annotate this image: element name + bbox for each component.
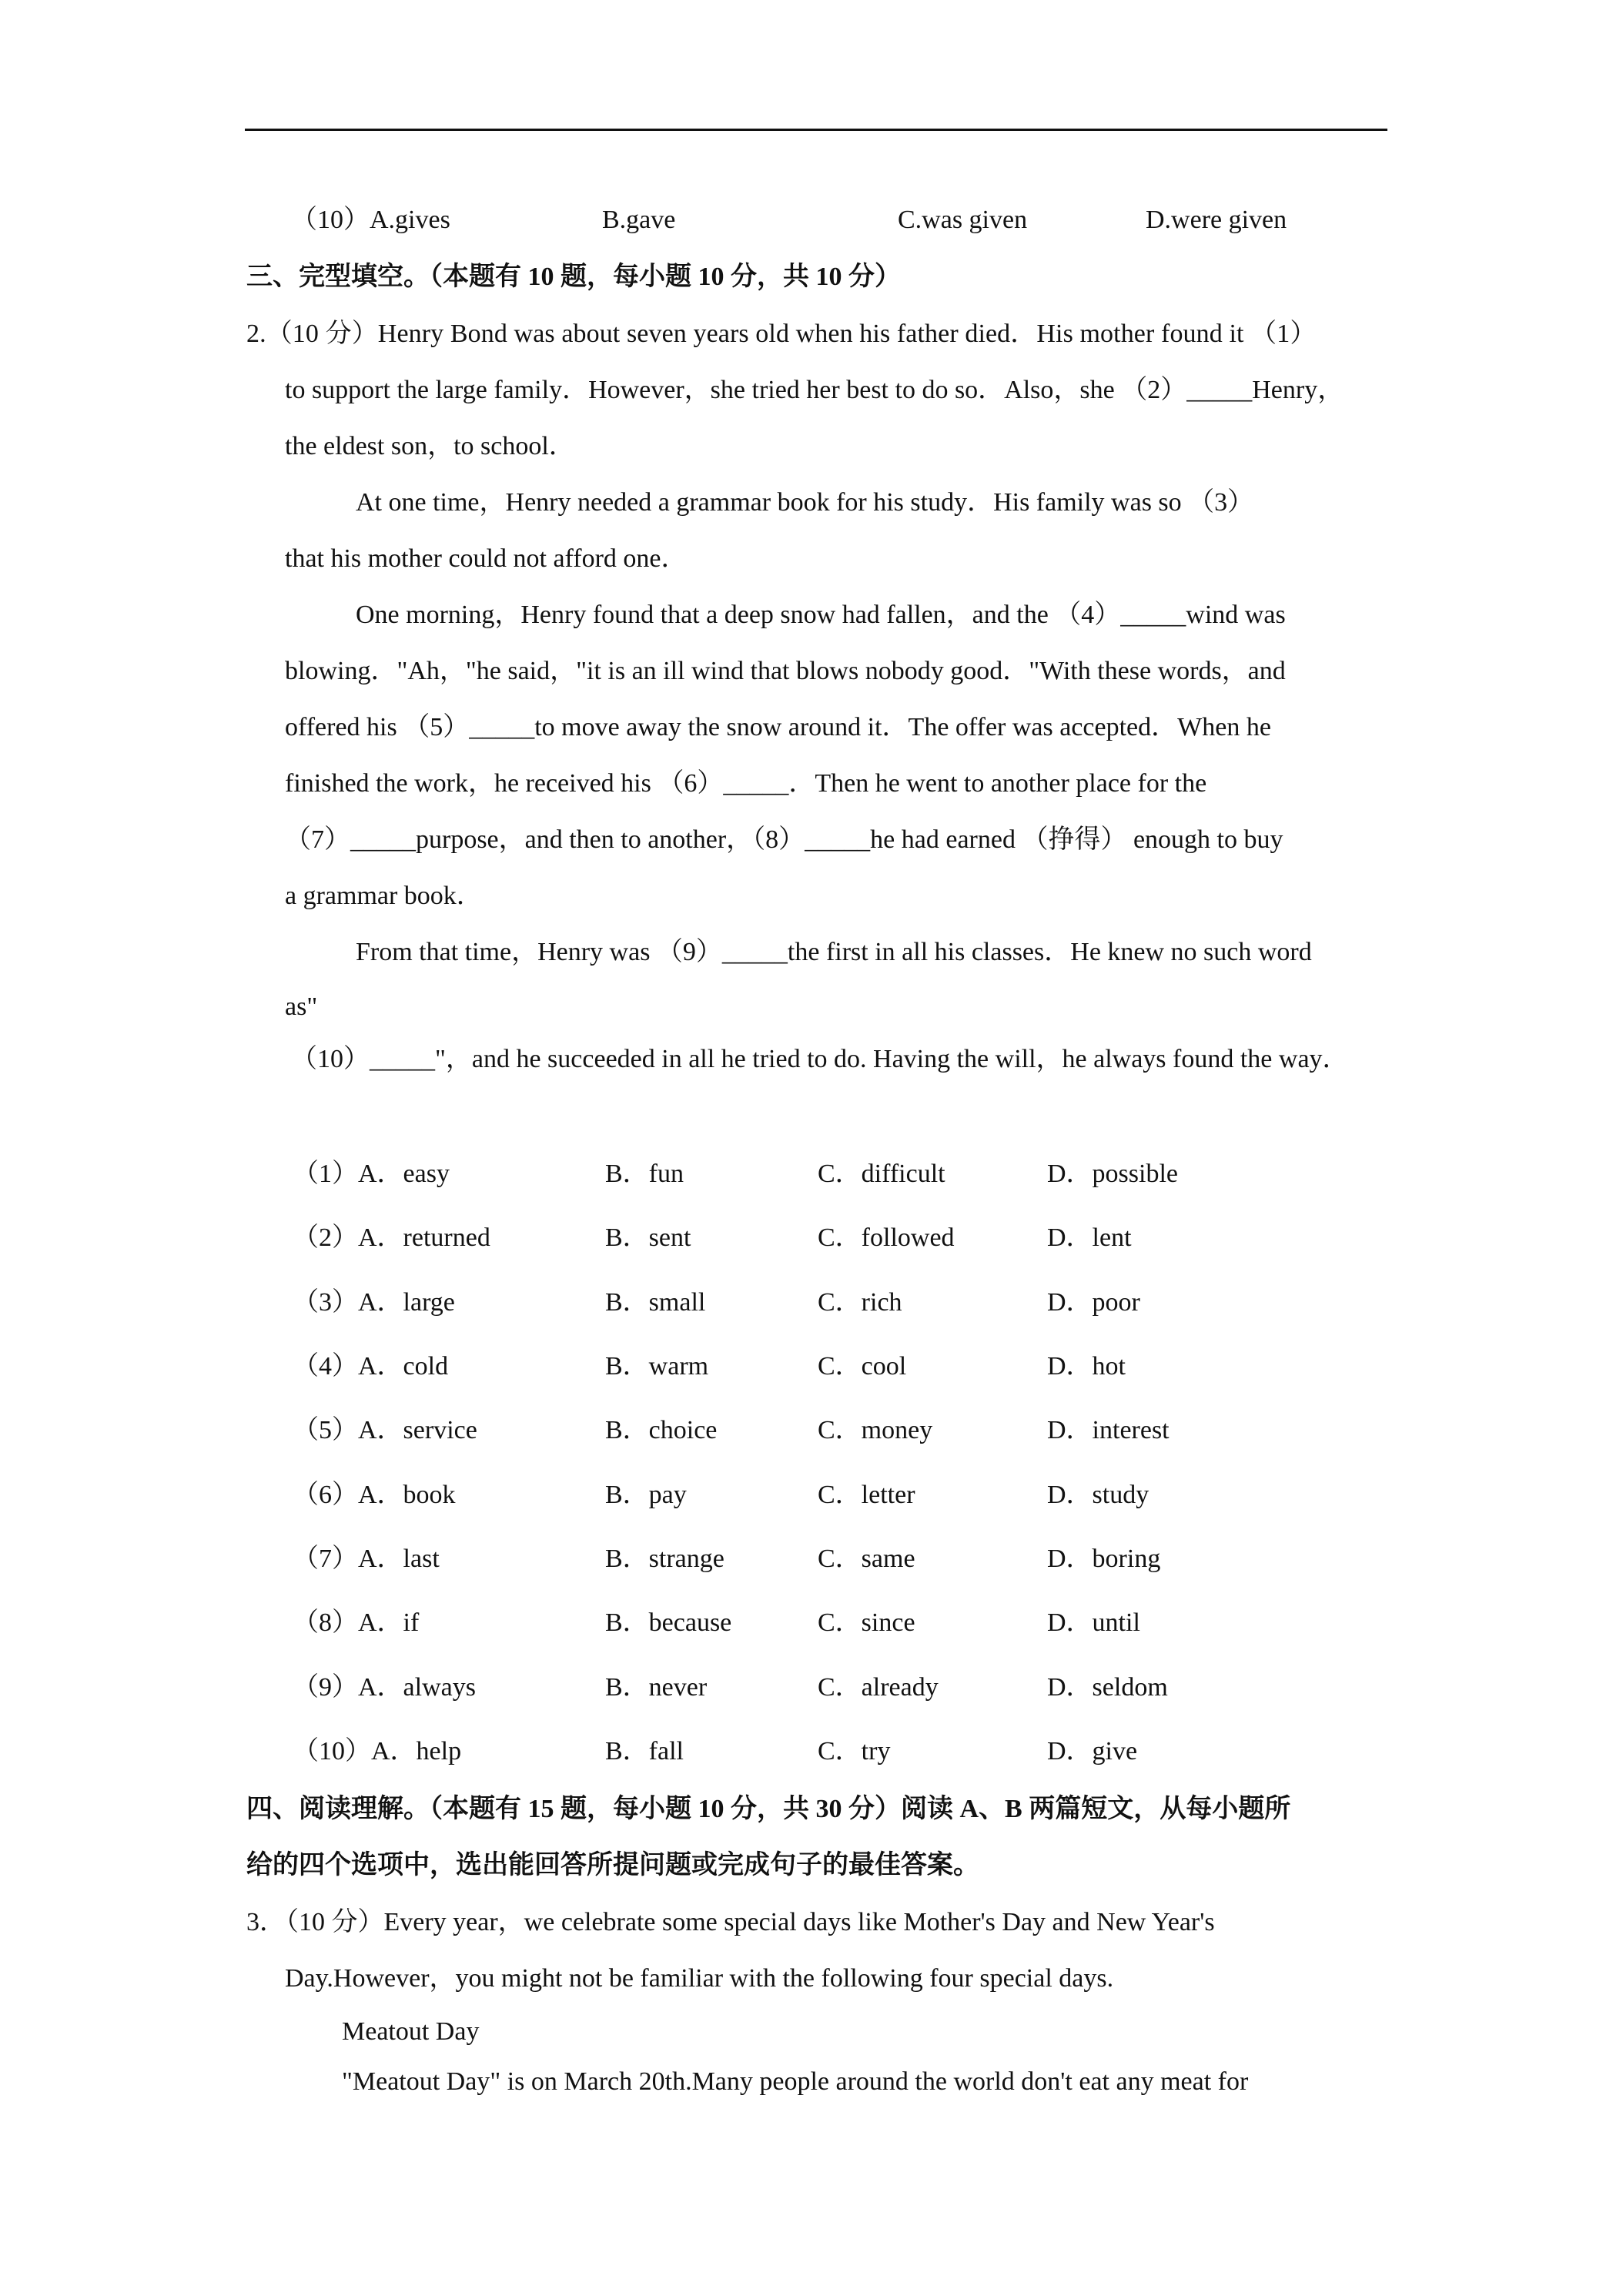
q2-line-12: From that time，Henry was （9）_____the first in all his classes．He knew no such word [356, 938, 1312, 966]
option-b: B．fall [605, 1737, 684, 1766]
option-num: （1）A．easy [293, 1160, 450, 1188]
q2-line-14: （10）_____"，and he succeeded in all he tried to do. Having the will，he always found the way． [291, 1045, 1349, 1073]
option-d: D．lent [1047, 1223, 1132, 1252]
option-b: B．strange [605, 1545, 724, 1573]
option-c: C．letter [818, 1481, 915, 1509]
option-b: B．pay [605, 1481, 687, 1509]
option-b: B．never [605, 1673, 708, 1702]
option-c: C.was given [898, 206, 1028, 234]
option-num: （2）A．returned [293, 1223, 490, 1252]
option-num: （10）A.gives [291, 206, 450, 234]
section3-heading: 三、完型填空。（本题有 10 题，每小题 10 分，共 10 分） [246, 263, 901, 291]
option-d: D．poor [1047, 1288, 1140, 1317]
option-c: C．rich [818, 1288, 902, 1317]
option-b: B．fun [605, 1160, 684, 1188]
option-c: C．already [818, 1673, 939, 1702]
section4-heading-line1: 四、阅读理解。（本题有 15 题，每小题 10 分，共 30 分）阅读 A、B 两篇短文，从每小题所 [246, 1795, 1291, 1823]
option-c: C．since [818, 1608, 915, 1637]
q2-line-7: blowing．"Ah，"he said，"it is an ill wind that blows nobody good．"With these words，and [285, 657, 1286, 685]
q3-line-3: "Meatout Day" is on March 20th.Many people around the world don't eat any meat for [342, 2067, 1249, 2096]
option-d: D．seldom [1047, 1673, 1168, 1702]
q2-line-3: the eldest son，to school． [285, 432, 575, 460]
option-num: （7）A．last [293, 1545, 440, 1573]
q3-subtitle: Meatout Day [342, 2017, 480, 2046]
option-num: （4）A．cold [293, 1352, 449, 1381]
option-d: D．give [1047, 1737, 1138, 1766]
option-num: （5）A．service [293, 1416, 477, 1444]
option-b: B．sent [605, 1223, 691, 1252]
q2-line-6: One morning，Henry found that a deep snow had fallen，and the （4）_____wind was [356, 601, 1286, 629]
option-c: C．difficult [818, 1160, 945, 1188]
q2-line-8: offered his （5）_____to move away the snow around it．The offer was accepted．When he [285, 713, 1271, 741]
option-c: C．money [818, 1416, 933, 1444]
option-num: （9）A．always [293, 1673, 476, 1702]
option-num: （8）A．if [293, 1608, 420, 1637]
option-c: C．followed [818, 1223, 955, 1252]
option-d: D．study [1047, 1481, 1149, 1509]
option-d: D.were given [1146, 206, 1287, 234]
q2-line-5: that his mother could not afford one． [285, 544, 688, 573]
option-num: （6）A．book [293, 1481, 456, 1509]
q2-line-1: 2.（10 分）Henry Bond was about seven years old when his father died．His mother found it （1） [246, 320, 1317, 348]
option-d: D．hot [1047, 1352, 1126, 1381]
option-num: （10）A．help [293, 1737, 462, 1766]
option-b: B．because [605, 1608, 732, 1637]
q3-line-2: Day.However，you might not be familiar with the following four special days. [285, 1964, 1114, 1993]
q2-line-4: At one time，Henry needed a grammar book for his study．His family was so （3） [356, 488, 1254, 517]
section4-heading-line2: 给的四个选项中，选出能回答所提问题或完成句子的最佳答案。 [246, 1851, 979, 1879]
option-d: D．possible [1047, 1160, 1178, 1188]
header-rule [245, 129, 1387, 131]
option-c: C．try [818, 1737, 891, 1766]
option-num: （3）A．large [293, 1288, 455, 1317]
option-d: D．interest [1047, 1416, 1170, 1444]
option-b: B.gave [602, 206, 676, 234]
option-b: B．small [605, 1288, 706, 1317]
option-b: B．warm [605, 1352, 709, 1381]
q3-line-1: 3．（10 分）Every year，we celebrate some special days like Mother's Day and New Year's [246, 1908, 1215, 1936]
option-c: C．same [818, 1545, 915, 1573]
q2-line-13: as" [285, 992, 318, 1021]
q2-line-9: finished the work，he received his （6）_____．Then he went to another place for the [285, 769, 1207, 798]
option-b: B．choice [605, 1416, 718, 1444]
q2-line-10: （7）_____purpose，and then to another，（8）_____he had earned （挣得） enough to buy [285, 825, 1283, 854]
q2-line-2: to support the large family．However，she tried her best to do so．Also，she （2）_____Henry， [285, 376, 1344, 404]
option-d: D．until [1047, 1608, 1140, 1637]
q2-line-11: a grammar book． [285, 882, 483, 910]
option-c: C．cool [818, 1352, 907, 1381]
option-d: D．boring [1047, 1545, 1161, 1573]
